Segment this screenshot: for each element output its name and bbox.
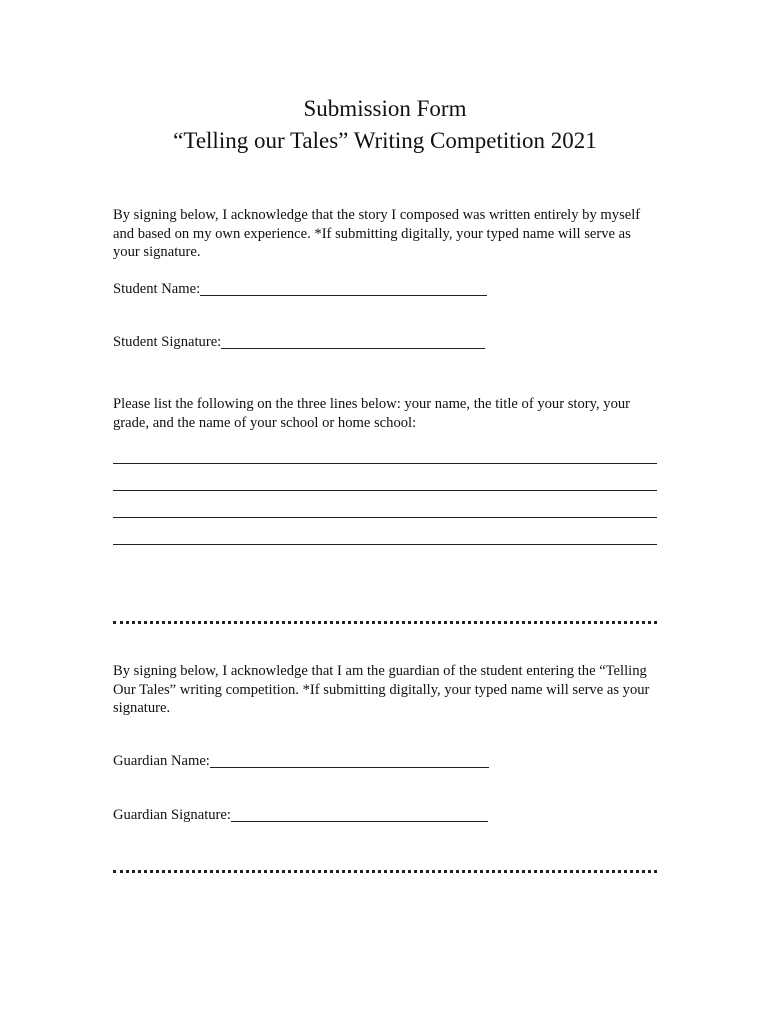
info-line-2[interactable] (113, 490, 657, 491)
student-acknowledgement-text: By signing below, I acknowledge that the story I composed was written entirely by myself and based on my own experience. *If submitting digitally, your typed name will serve as your signature. (113, 207, 641, 260)
guardian-name-line[interactable] (210, 752, 489, 768)
student-name-label: Student Name: (113, 281, 201, 297)
student-signature-line[interactable] (221, 333, 485, 349)
guardian-acknowledgement-text: By signing below, I acknowledge that I am the guardian of the student entering the “Telling Our Tales” writing competition. *If submitting digitally, your typed name will serve as your signature. (113, 663, 650, 716)
student-name-field[interactable] (113, 278, 487, 298)
info-line-4[interactable] (113, 544, 657, 545)
guardian-signature-label: Guardian Signature: (113, 807, 231, 823)
guardian-signature-field[interactable] (113, 804, 488, 824)
student-name-line[interactable] (200, 280, 487, 296)
info-line-1[interactable] (113, 463, 657, 464)
student-signature-label: Student Signature: (113, 334, 222, 350)
bottom-divider (113, 870, 657, 873)
guardian-signature-line[interactable] (231, 806, 488, 822)
form-title: Submission Form (303, 96, 467, 121)
info-line-3[interactable] (113, 517, 657, 518)
guardian-name-label: Guardian Name: (113, 753, 210, 769)
info-instructions-text: Please list the following on the three lines below: your name, the title of your story, your grade, and the name of your school or home school: (113, 396, 631, 431)
form-subtitle: “Telling our Tales” Writing Competition 2021 (173, 128, 597, 153)
guardian-name-field[interactable] (113, 750, 489, 770)
section-divider (113, 621, 657, 624)
student-signature-field[interactable] (113, 331, 485, 351)
